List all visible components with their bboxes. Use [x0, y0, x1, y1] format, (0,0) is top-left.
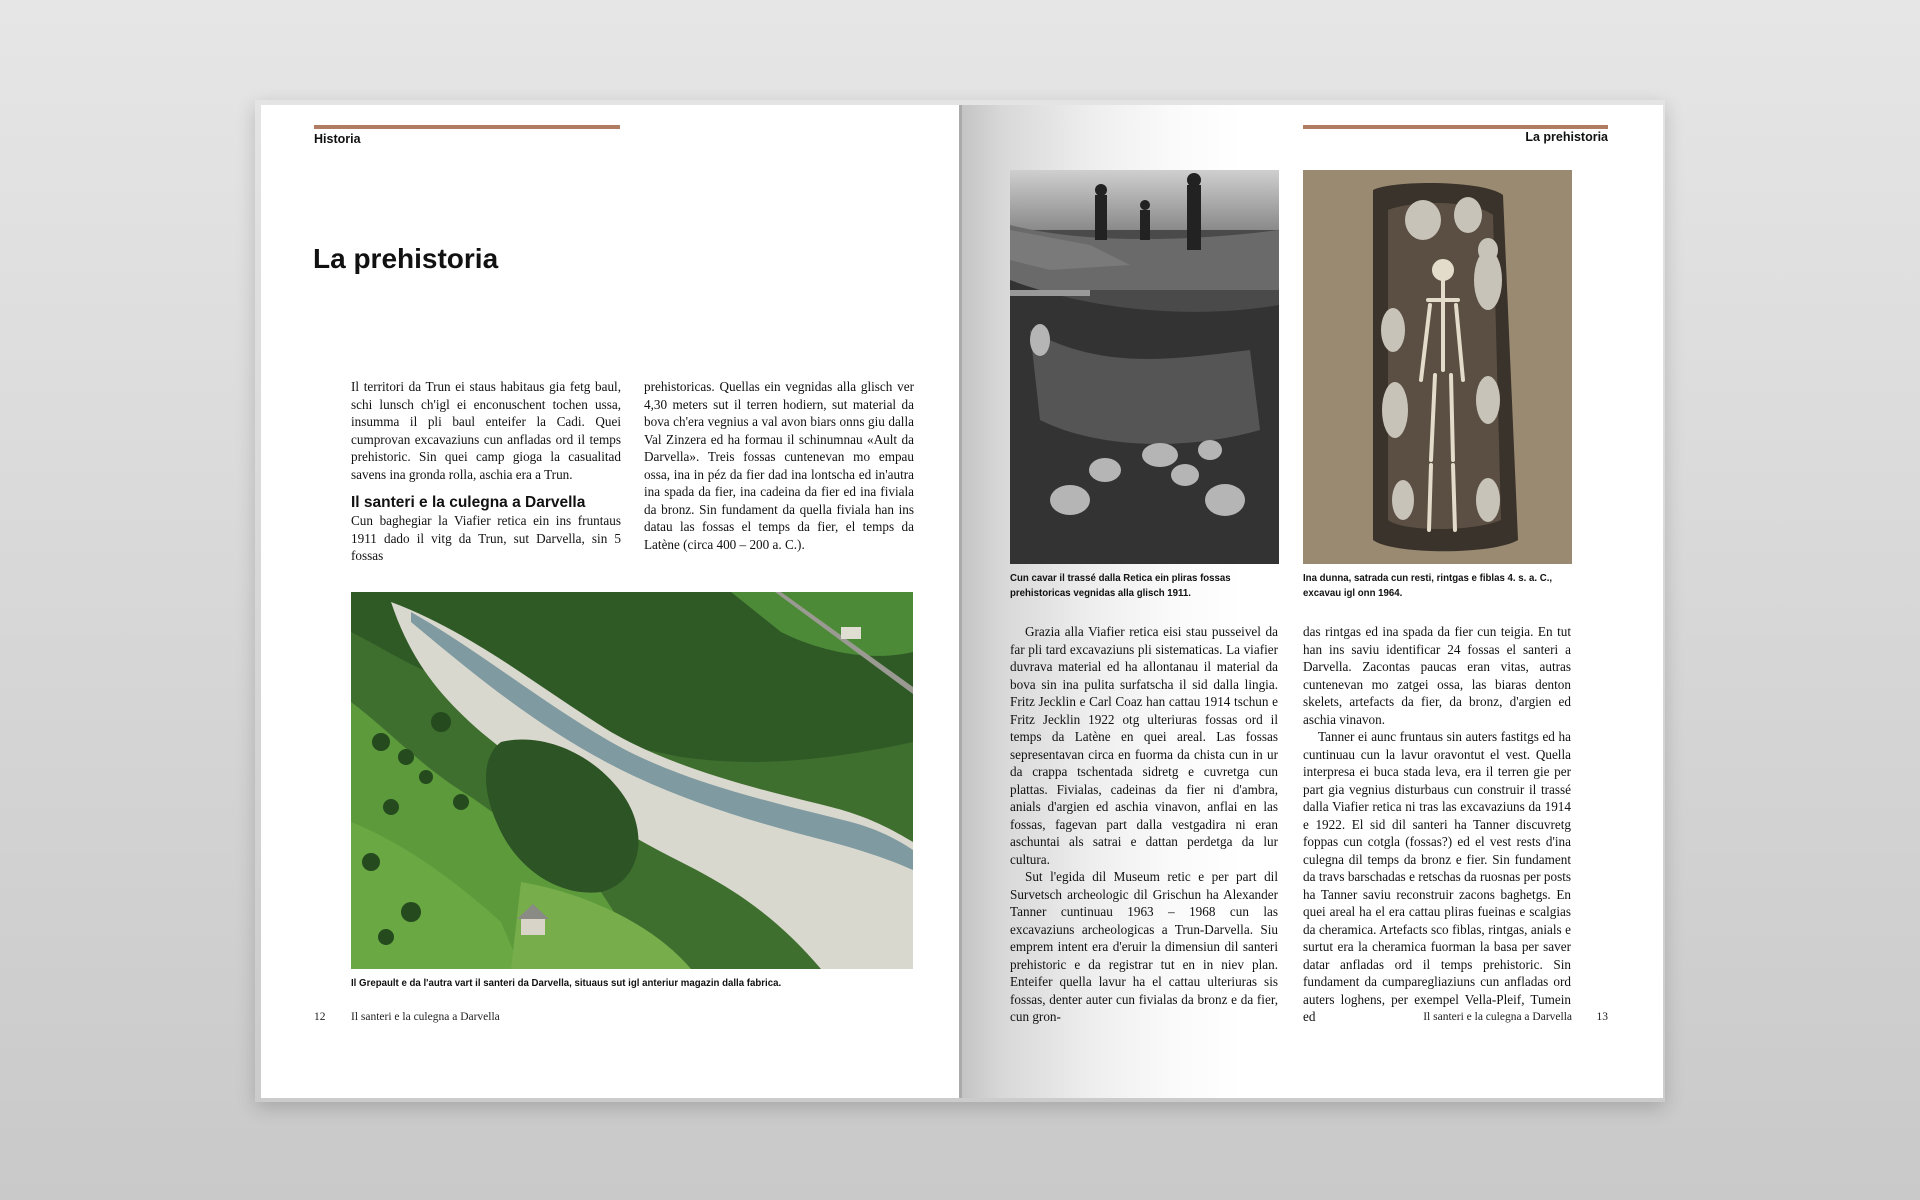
left-column-2 [644, 378, 914, 553]
right-col2-paragraph-1: das rintgas ed ina spada da fier cun teigia. En tut han ins saviu identificar 24 fossas el santeri a Darvella. Zacontas paucas eran vitas, autras cuntenevan mo zatgei ossa, las biaras denton skelets, artefacts da fier, da bronz, d'argien ed aschia vinavon. [1303, 624, 1571, 727]
left-page [261, 105, 959, 1098]
right-page [962, 105, 1663, 1098]
right-col2-paragraph-2: Tanner ei aunc fruntaus sin auters fastitgs ed ha cuntinuau cun la lavur oravontut el vest. Quella interpresa ei buca stada leva, era il terren gie per part gia vegnius disturbaus cun construir il trassé dalla Viafier retica ni tras las excavaziuns da 1914 e 1922. El sid dil santeri ha Tanner discuvretg foppas cun cotgla (fossas?) ed el vest rests d'ina culegna dil temps da bronz e fier. Sin fundament da travs barschadas e retschas da ruosnas per posts ha Tanner saviu reconstruir zacons baghetgs. En quei areal ha el era cattau pliras fueinas e scalgias da cheramica. Artefacts sco fiblas, rintgas, anials e surtut era la cheramica fuorman la basa per saver datar anfladas ord il temps prehistoric. Sin fundament da cumparegliaziuns cun anfladas ord auters loghens, per exempel Vella-Pleif, Tumein ed [1303, 729, 1571, 1024]
running-head-rule-right [1303, 125, 1608, 129]
aerial-photo-grepault [351, 592, 913, 969]
page-number-left: 12 [314, 1011, 326, 1023]
caption-grave-1964: Ina dunna, satrada cun resti, rintgas e fiblas 4. s. a. C., excavau igl onn 1964. [1303, 572, 1553, 599]
photo-excavation-1911 [1010, 170, 1279, 564]
left-column-1 [351, 378, 621, 565]
aerial-photo-caption: Il Grepault e da l'autra vart il santeri da Darvella, situaus sut igl anteriur magazin dalla fabrica. [351, 977, 782, 989]
running-head-right: La prehistoria [1525, 130, 1608, 144]
section-paragraph: Cun baghegiar la Viafier retica ein ins fruntaus 1911 dado il vitg da Trun, sut Darvella, sin 5 fossas [351, 513, 621, 563]
photo-grave-1964 [1303, 170, 1572, 564]
footer-title-left: Il santeri e la culegna a Darvella [351, 1011, 500, 1023]
footer-title-right: Il santeri e la culegna a Darvella [1423, 1011, 1572, 1023]
caption-excavation-1911: Cun cavar il trassé dalla Retica ein pliras fossas prehistoricas vegnidas alla glisch 1911. [1010, 572, 1231, 599]
right-column-2 [1303, 623, 1571, 1026]
right-col1-paragraph-1: Grazia alla Viafier retica eisi stau pusseivel da far pli tard excavaziuns pli sistematicas. La viafier duvrava material ed ha allontanau il material da bova sin ina pulita surfatscha il sid dalla lingia. Fritz Jecklin e Carl Coaz han cattau 1914 tschun e Fritz Jecklin 1922 otg ulteriuras fossas ord il temps da Latène en quei areal. Las fossas sepresentavan circa en fuorma da chista cun in ur da crappa tschentada sidretg e cuvretga cun plattas. Fivialas, cadeinas da fier ni d'ambra, anials d'argien ed aschia vinavon, anflai en las fossas, fagevan part dalla vestgadira ni eran aschuntai als satrai e dattan perdetga da lur cultura. [1010, 624, 1278, 867]
column-2-paragraph: prehistoricas. Quellas ein vegnidas alla glisch ver 4,30 meters sut il terren hodiern, sut material da bova ch'era vegnius a val avon biars onns giu dalla Val Zinzera ed ha formau il schinumnau «Ault da Darvella». Treis fossas cuntenevan mo empau ossa, ina in péz da fier dad ina lontscha ed in'autra ina spada da fier, ina cadeina da fier ed ina fiviala da bronz. Sin fundament da quella fiviala han ins datau las fossas el temps da fier, el temps da Latène (circa 400 – 200 a. C.). [644, 379, 914, 552]
section-subheading: Il santeri e la culegna a Darvella [351, 494, 586, 511]
right-col1-paragraph-2: Sut l'egida dil Museum retic e per part dil Survetsch archeologic dil Grischun ha Alexander Tanner cuntinuau 1963 – 1968 cun las excavaziuns archeologicas a Trun-Darvella. Siu emprem intent era d'eruir la dimensiun dil santeri prehistoric e da registrar tut en in niev plan. Enteifer quella lavur ha el cattau ulteriuras sis fossas, denter auter cun fivialas da bronz e da fier, cun gron- [1010, 869, 1278, 1024]
page-number-right: 13 [1596, 1011, 1608, 1023]
page-title: La prehistoria [313, 243, 499, 274]
running-head-rule [314, 125, 620, 129]
intro-paragraph: Il territori da Trun ei staus habitaus gia fetg baul, schi lunsch ch'igl ei enconuschent tochen ussa, insumma il pli baul enteifer la Cadi. Quei cumprovan excavaziuns cun anfladas ord il temps prehistoric. Sin quei camp gioga la casualitad savens ina gronda rolla, aschia era a Trun. [351, 379, 621, 482]
running-head: Historia [314, 132, 361, 146]
right-column-1 [1010, 623, 1278, 1026]
